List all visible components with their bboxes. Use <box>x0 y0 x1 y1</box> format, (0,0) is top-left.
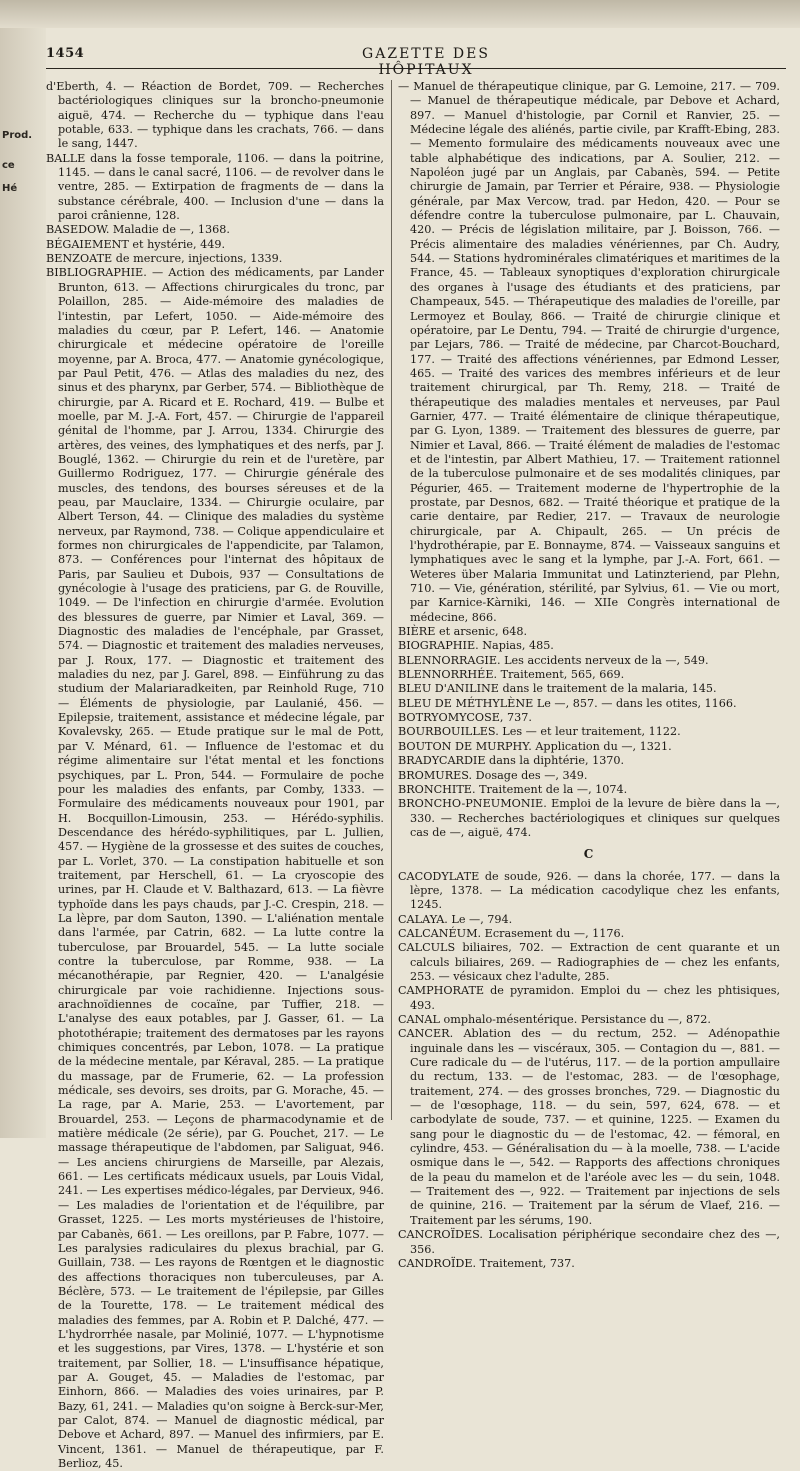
index-entry: CALCULS biliaires, 702. — Extraction de cent quarante et un calculs biliaires, 269. — Radiographies de — chez les enfants, 253. — vésicaux chez l'adulte, 285. <box>398 941 780 983</box>
index-entry: BIÈRE et arsenic, 648. <box>398 625 528 639</box>
index-entry: BRONCHO-PNEUMONIE. Emploi de la levure de bière dans la —, 330. — Recherches bactériologiques et cliniques sur quelques cas de —, aiguë, 474. <box>398 797 780 839</box>
index-entry: BÉGAIEMENT et hystérie, 449. <box>46 237 226 251</box>
index-entry: CAMPHORATE de pyramidon. Emploi du — chez les phtisiques, 493. <box>398 984 780 1012</box>
margin-annotation: ce <box>2 160 15 171</box>
index-entry: BIOGRAPHIE. Napias, 485. <box>398 639 554 653</box>
index-entry: CANCER. Ablation des — du rectum, 252. — Adénopathie inguinale dans les — viscéraux, 305. — Contagion du —, 881. — Cure radicale du — de l'utérus, 117. — de la portion ampullaire du rectum, 133. — de l'estomac, 283. — de l'œsophage, traitement, 274. — des grosses bronches, 729. — Diagnostic du — de l'œsophage, 118. — du sein, 597, 624, 678. — et carbodylate de soude, 737. — et quinine, 1225. — Examen du sang pour le diagnostic du — de l'estomac, 42. — fémoral, en cylindre, 453. — Généralisation du — à la moelle, 738. — L'acide osmique dans le —, 542. — Rapports des affections chroniques de la peau du mamelon et de l'aréole avec les — du sein, 1048. — Traitement des —, 922. — Traitement par injections de sels de quinine, 216. — Traitement par la sérum de Vlaef, 216. — Traitement par les sérums, 190. <box>398 1027 780 1227</box>
page-header <box>46 40 786 78</box>
running-title: GAZETTE DES HÔPITAUX <box>362 46 490 78</box>
index-entry: BRONCHITE. Traitement de la —, 1074. <box>398 782 628 796</box>
index-entry: BLENNORRHÉE. Traitement, 565, 669. <box>398 668 625 682</box>
index-entry: BOTRYOMYCOSE, 737. <box>398 711 532 725</box>
index-entry: BLEU DE MÉTHYLÈNE Le —, 857. — dans les otites, 1166. <box>398 696 737 710</box>
index-entry: CANAL omphalo-mésentérique. Persistance du —, 872. <box>398 1013 711 1026</box>
index-entry: CALAYA. Le —, 794. <box>398 912 513 926</box>
index-entry: BALLE dans la fosse temporale, 1106. — dans la poitrine, 1145. — dans le canal sacré, 1106. — de revolver dans le ventre, 285. — Extirpation de fragments de — dans la substance cérébrale, 400. — Inclusion d'une — dans la paroi crânienne, 128. <box>46 151 384 223</box>
margin-annotation: Prod. <box>2 130 33 141</box>
margin-annotation: Hé <box>2 183 18 194</box>
index-entry: CANCROÏDES. Localisation périphérique secondaire chez des —, 356. <box>398 1228 780 1256</box>
column-divider <box>391 80 392 1120</box>
index-entry: BLEU D'ANILINE dans le traitement de la malaria, 145. <box>398 682 717 696</box>
index-entry: BENZOATE de mercure, injections, 1339. <box>46 252 283 266</box>
index-entry: — Manuel de thérapeutique clinique, par G. Lemoine, 217. — 709. — Manuel de thérapeutique médicale, par Debove et Achard, 897. — Manuel d'histologie, par Cornil et Ranvier, 25. — Médecine légale des aliénés, partie civile, par Krafft-Ebing, 283. — Memento formulaire des médicaments nouveaux avec une table alphabétique des indications, par A. Soulier, 212. — Napoléon jugé par un Anglais, par Cabanès, 594. — Petite chirurgie de Jamain, par Terrier et Péraire, 938. — Physiologie générale, par Max Vercow, trad. par Hedon, 420. — Pour se défendre contre la tuberculose pulmonaire, par L. Chauvain, 420. — Précis de législation militaire, par J. Boisson, 766. — Précis alimentaire des maladies vénériennes, par Ch. Audry, 544. — Stations hydrominérales climatériques et maritimes de la France, 45. — Tableaux synoptiques d'exploration chirurgicale des organes à l'usage des étudiants et des praticiens, par Champeaux, 545. — Thérapeutique des maladies de l'oreille, par Lermoyez et Boulay, 866. — Traité de chirurgie clinique et opératoire, par Le Dentu, 794. — Traité de chirurgie d'urgence, par Lejars, 786. — Traité de médecine, par Charcot-Bouchard, 177. — Traité des affections vénériennes, par Edmond Lesser, 465. — Traité des varices des membres inférieurs et de leur traitement chirurgical, par Th. Remy, 218. — Traité de thérapeutique des maladies mentales et nerveuses, par Paul Garnier, 477. — Traité élémentaire de clinique thérapeutique, par G. Lyon, 1389. — Traitement des blessures de guerre, par Nimier et Laval, 866. — Traité élément de maladies de l'estomac et de l'intestin, par Albert Mathieu, 17. — Traitement rationnel de la tuberculose pulmonaire et de ses modalités cliniques, par Pégurier, 465. — Traitement moderne de l'hypertrophie de la prostate, par Desnos, 682. — Traité théorique et pratique de la carie dentaire, par Redier, 217. — Travaux de neurologie chirurgicale, par A. Chipault, 265. — Un précis de l'hydrothérapie, par E. Bonnayme, 874. — Vaisseaux sanguins et lymphatiques avec le sang et la lymphe, par J.-A. Fort, 661. — Weteres über Malaria Immunitat und Latinzteriend, par Plehn, 710. — Vie, génération, stérilité, par Sylvius, 61. — Vie ou mort, par Karnice-Kàrniki, 146. — XIIe Congrès international de médecine, 866. <box>398 80 780 624</box>
page-top-edge <box>0 0 800 28</box>
right-column <box>398 80 780 1270</box>
index-entry: BOURBOUILLES. Les — et leur traitement, 1122. <box>398 725 681 739</box>
index-entry: BOUTON DE MURPHY. Application du —, 1321. <box>398 739 672 753</box>
section-letter-heading: C <box>583 847 595 862</box>
page-number: 1454 <box>46 46 85 61</box>
index-entry: BRADYCARDIE dans la diphtérie, 1370. <box>398 754 625 768</box>
index-entry: BIBLIOGRAPHIE. — Action des médicaments, par Lander Brunton, 613. — Affections chirurgicales du tronc, par Polaillon, 285. — Aide-mémoire des maladies de l'intestin, par Lefert, 1050. — Aide-mémoire des maladies du cœur, par P. Lefert, 146. — Anatomie chirurgicale et médecine opératoire de l'oreille moyenne, par A. Broca, 477. — Anatomie gynécologique, par Paul Petit, 476. — Atlas des maladies du nez, des sinus et des pharynx, par Gerber, 574. — Bibliothèque de chirurgie, par A. Ricard et E. Rochard, 419. — Bulbe et moelle, par M. J.-A. Fort, 457. — Chirurgie de l'appareil génital de l'homme, par J. Arrou, 1334. Chirurgie des artères, des veines, des lymphatiques et des nerfs, par J. Bouglé, 1362. — Chirurgie du rein et de l'uretère, par Guillermo Rodriguez, 177. — Chirurgie générale des muscles, des tendons, des bourses séreuses et de la peau, par Mauclaire, 1334. — Chirurgie oculaire, par Albert Terson, 44. — Clinique des maladies du système nerveux, par Raymond, 738. — Colique appendiculaire et formes non chirurgicales de l'appendicite, par Talamon, 873. — Conférences pour l'internat des hôpitaux de Paris, par Saulieu et Dubois, 937 — Consultations de gynécologie à l'usage des praticiens, par G. de Rouville, 1049. — De l'infection en chirurgie d'armée. Evolution des blessures de guerre, par Nimier et Laval, 369. — Diagnostic des maladies de l'encéphale, par Grasset, 574. — Diagnostic et traitement des maladies nerveuses, par J. Roux, 177. — Diagnostic et traitement des maladies du nez, par J. Garel, 898. — Einführung zu das studium der Malariaradkeiten, par Reinhold Ruge, 710 — Éléments de physiologie, par Laulanié, 456. — Epilepsie, traitement, assistance et médecine légale, par Kovalevsky, 265. — Etude pratique sur le mal de Pott, par V. Ménard, 61. — Influence de l'estomac et du régime alimentaire sur l'état mental et les fonctions psychiques, par L. Pron, 544. — Formulaire de poche pour les maladies des enfants, par Comby, 1333. — Formulaire des médicaments nouveaux pour 1901, par H. Bocquillon-Limousin, 253. — Hérédo-syphilis. Descendance des hérédo-syphilitiques, par L. Jullien, 457. — Hygiène de la grossesse et des suites de couches, par L. Vorlet, 370. — La constipation habituelle et son traitement, par Herschell, 61. — La cryoscopie des urines, par H. Claude et V. Balthazard, 613. — La fièvre typhoïde dans les pays chauds, par J.-C. Crespin, 218. — La lèpre, par dom Sauton, 1390. — L'aliénation mentale dans l'armée, par Catrin, 682. — La lutte contre la tuberculose, par Brouardel, 545. — La lutte sociale contre la tuberculose, par Romme, 938. — La mécanothérapie, par Regnier, 420. — L'analgésie chirurgicale par voie rachidienne. Injections sous-arachnoïdiennes de cocaïne, par Tuffier, 218. — L'analyse des eaux potables, par J. Gasser, 61. — La photothérapie; traitement des dermatoses par les rayons chimiques concentrés, par Lebon, 1078. — La pratique de la médecine mentale, par Kéraval, 285. — La pratique du massage, par de Frumerie, 62. — La profession médicale, ses devoirs, ses droits, par G. Morache, 45. — La rage, par A. Marie, 253. — L'avortement, par Brouardel, 253. — Leçons de pharmacodynamie et de matière médicale (2e série), par G. Pouchet, 217. — Le massage thérapeutique de l'abdomen, par Saliguat, 946. — Les anciens chirurgiens de Marseille, par Alezais, 661. — Les certificats médicaux usuels, par Louis Vidal, 241. — Les expertises médico-légales, par Dervieux, 946. — Les maladies de l'orientation et de l'équilibre, par Grasset, 1225. — Les morts mystérieuses de l'histoire, par Cabanès, 661. — Les oreillons, par P. Fabre, 1077. — Les paralysies radiculaires du plexus brachial, par G. Guillain, 738. — Les rayons de Rœntgen et le diagnostic des affections thoraciques non tuberculeuses, par A. Béclère, 573. — Le traitement de l'épilepsie, par Gilles de la Tourette, 178. — Le traitement médical des maladies des femmes, par A. Robin et P. Dalché, 477. — L'hydrorrhée nasale, par Molinié, 1077. — L'hypnotisme et les suggestions, par Vires, 1378. — L'hystérie et son traitement, par Sollier, 18. — L'insuffisance hépatique, par A. Gouget, 45. — Maladies de l'estomac, par Einhorn, 866. — Maladies des voies urinaires, par P. Bazy, 61, 241. — Maladies qu'on soigne à Berck-sur-Mer, par Calot, 874. — Manuel de diagnostic médical, par Debove et Achard, 897. — Manuel des infirmiers, par E. Vincent, 1361. — Manuel de thérapeutique, par F. Berlioz, 45. <box>46 266 384 1470</box>
index-entry: BROMURES. Dosage des —, 349. <box>398 768 588 782</box>
index-entry: BASEDOW. Maladie de —, 1368. <box>46 223 230 237</box>
index-entry: CACODYLATE de soude, 926. — dans la chorée, 177. — dans la lèpre, 1378. — La médication cacodylique chez les enfants, 1245. <box>398 869 780 912</box>
index-entry: d'Eberth, 4. — Réaction de Bordet, 709. — Recherches bactériologiques cliniques sur la broncho-pneumonie aiguë, 474. — Recherche du — typhique dans l'eau potable, 633. — typhique dans les crachats, 766. — dans le sang, 1447. <box>46 80 384 151</box>
left-column <box>46 80 384 1470</box>
index-entry: CANDROÏDE. Traitement, 737. <box>398 1256 575 1270</box>
index-entry: BLENNORRAGIE. Les accidents nerveux de la —, 549. <box>398 653 709 667</box>
index-entry: CALCANÉUM. Ecrasement du —, 1176. <box>398 926 625 940</box>
